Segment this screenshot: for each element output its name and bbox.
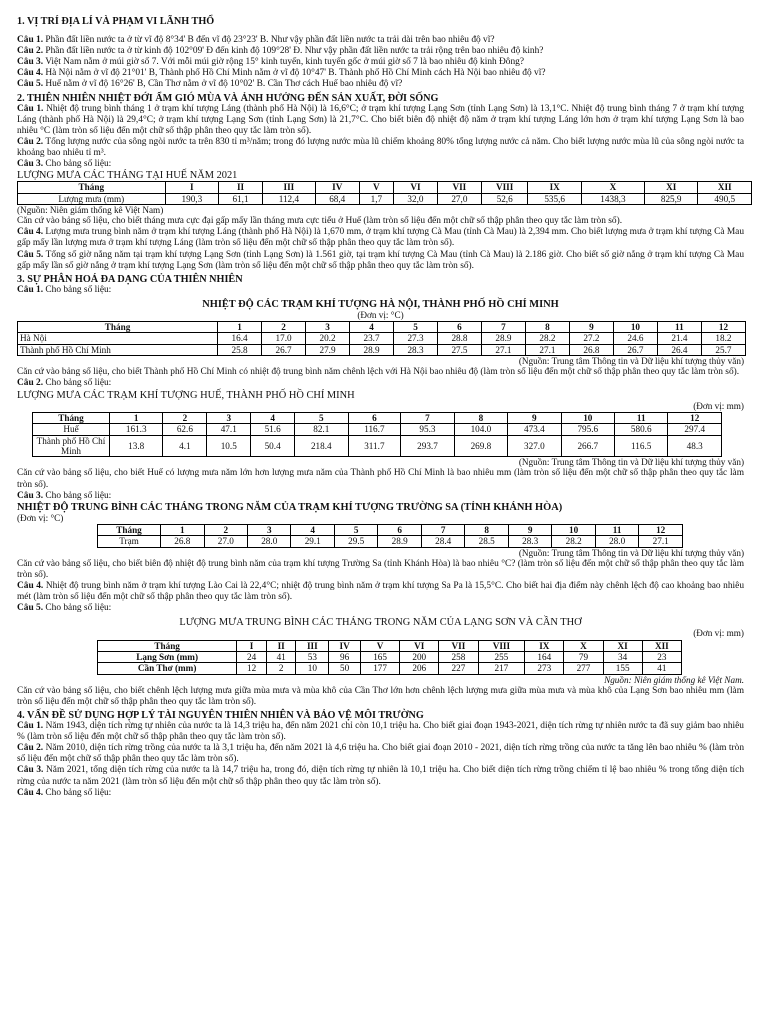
- table-header-cell: X: [564, 640, 603, 651]
- question: Câu 5. Huế nằm ở vĩ độ 16°26' B, Cần Thơ nằm ở vĩ độ 10°02' B. Cần Thơ cách Huế bao nhiêu độ vĩ?: [17, 79, 403, 90]
- table-header-cell: Tháng: [33, 412, 110, 423]
- table-unit: (Đơn vị: °C): [17, 512, 64, 523]
- table-cell: 27.1: [481, 344, 525, 355]
- truong-sa-temperature-table: [97, 524, 683, 548]
- table-cell: 41: [266, 651, 296, 662]
- question-text: Căn cứ vào bảng số liệu, cho biết Huế có lượng mưa năm lớn hơn lượng mưa năm của Thành phố Hồ Chí Minh là bao nhiêu mm (làm tròn số liệu đến một chữ số thập phân theo quy tắc làm tròn số).: [17, 468, 744, 490]
- table-source: (Nguồn: Trung tâm Thông tin và Dữ liệu khí tượng thủy văn): [518, 547, 744, 558]
- table-unit: (Đơn vị: mm): [693, 628, 744, 639]
- table-header-cell: 4: [251, 412, 295, 423]
- table-cell: 269.8: [454, 435, 507, 457]
- table-cell: 27.3: [394, 333, 438, 344]
- table-header-row: [18, 182, 752, 193]
- table-header-cell: 11: [615, 412, 668, 423]
- table-cell: 28.9: [481, 333, 525, 344]
- table-cell: 795.6: [561, 424, 614, 435]
- table-cell: 116.7: [348, 424, 401, 435]
- table-header-cell: II: [219, 182, 263, 193]
- table-row: [98, 536, 683, 547]
- table-cell: 10.5: [207, 435, 251, 457]
- table-title: NHIỆT ĐỘ CÁC TRẠM KHÍ TƯỢNG HÀ NỘI, THÀNH PHỐ HỒ CHÍ MINH: [202, 298, 559, 310]
- table-cell: 24: [237, 651, 267, 662]
- table-cell: 165: [361, 651, 400, 662]
- table-cell: 27.1: [525, 344, 569, 355]
- section-1-title: 1. VỊ TRÍ ĐỊA LÍ VÀ PHẠM VI LÃNH THỔ: [17, 16, 215, 27]
- table-header-cell: Tháng: [98, 640, 237, 651]
- table-cell: 27,0: [437, 193, 481, 204]
- table-cell: 79: [564, 651, 603, 662]
- table-header-row: [18, 322, 746, 333]
- table-header-cell: 12: [701, 322, 745, 333]
- table-header-cell: IV: [329, 640, 361, 651]
- table-cell: 297.4: [668, 424, 722, 435]
- table-cell: 28.4: [421, 536, 464, 547]
- table-cell: 2: [266, 663, 296, 674]
- table-cell: 51.6: [251, 424, 295, 435]
- table-cell: 28.2: [525, 333, 569, 344]
- table-title: LƯỢNG MƯA TRUNG BÌNH CÁC THÁNG TRONG NĂM CỦA LẠNG SƠN VÀ CẦN THƠ: [179, 617, 582, 629]
- table-row: [18, 193, 752, 204]
- row-label: Lạng Sơn (mm): [98, 651, 237, 662]
- table-cell: 50.4: [251, 435, 295, 457]
- table-cell: 47.1: [207, 424, 251, 435]
- table-cell: 61,1: [219, 193, 263, 204]
- section-3-title: 3. SỰ PHÂN HOÁ ĐA DẠNG CỦA THIÊN NHIÊN: [17, 273, 243, 285]
- table-header-cell: V: [359, 182, 393, 193]
- temperature-table: [17, 321, 746, 356]
- table-cell: 26.7: [613, 344, 657, 355]
- table-row: [98, 651, 682, 662]
- question-text: Căn cứ vào bảng số liệu, cho biết biên độ nhiệt độ trung bình năm của trạm khí tượng Trường Sa (tỉnh Khánh Hòa) là bao nhiêu °C? (làm tròn số liệu đến một chữ số thập phân theo quy tắc làm tròn số).: [17, 558, 744, 580]
- question-text: Căn cứ vào bảng số liệu, cho biết Thành phố Hồ Chí Minh có nhiệt độ trung bình năm chênh lệch với Hà Nội bao nhiêu độ (làm tròn số liệu đến một chữ số thập phân theo quy tắc làm tròn số).: [17, 367, 740, 378]
- question: Câu 3. Cho bảng số liệu:: [17, 159, 112, 170]
- table-cell: 10: [296, 663, 329, 674]
- table-header-cell: 6: [348, 412, 401, 423]
- table-cell: 20.2: [306, 333, 350, 344]
- table-header-cell: I: [237, 640, 267, 651]
- table-header-cell: VIII: [481, 182, 528, 193]
- table-header-cell: 1: [218, 322, 262, 333]
- table-header-cell: 2: [163, 412, 207, 423]
- table-header-cell: XI: [603, 640, 642, 651]
- table-cell: 535,6: [528, 193, 581, 204]
- table-cell: 23: [642, 651, 681, 662]
- table-header-cell: Tháng: [18, 322, 218, 333]
- lang-son-can-tho-rainfall-table: [97, 640, 682, 675]
- table-cell: 28.8: [437, 333, 481, 344]
- table-header-cell: 10: [613, 322, 657, 333]
- table-header-cell: V: [361, 640, 400, 651]
- question: Câu 3. Việt Nam nằm ở múi giờ số 7. Với mỗi múi giờ rộng 15° kinh tuyến, kinh tuyến gốc ở múi giờ số 7 là bao nhiêu độ kinh Đông?: [17, 57, 525, 68]
- row-label: Lượng mưa (mm): [18, 193, 166, 204]
- table-cell: 16.4: [218, 333, 262, 344]
- table-header-cell: 6: [378, 524, 421, 535]
- table-cell: 28.2: [552, 536, 595, 547]
- table-cell: 104.0: [454, 424, 507, 435]
- table-header-cell: 3: [248, 524, 291, 535]
- table-cell: 825,9: [644, 193, 697, 204]
- table-cell: 34: [603, 651, 642, 662]
- table-header-cell: 9: [508, 524, 551, 535]
- question: Câu 1. Phần đất liền nước ta ở từ vĩ độ 8°34' B đến vĩ độ 23°23' B. Như vậy phần đất liền nước ta trải dài trên bao nhiêu độ vĩ?: [17, 35, 495, 46]
- table-header-cell: 4: [350, 322, 394, 333]
- table-cell: 1438,3: [581, 193, 644, 204]
- row-label: Thành phố Hồ Chí Minh: [33, 435, 110, 457]
- table-header-cell: VIII: [478, 640, 525, 651]
- table-header-cell: 1: [161, 524, 204, 535]
- table-cell: 17.0: [262, 333, 306, 344]
- table-cell: 28.9: [350, 344, 394, 355]
- table-cell: 48.3: [668, 435, 722, 457]
- table-header-cell: X: [581, 182, 644, 193]
- table-cell: 28.3: [508, 536, 551, 547]
- table-header-cell: 9: [508, 412, 561, 423]
- table-header-cell: IX: [525, 640, 564, 651]
- rainfall-table: [32, 412, 722, 458]
- question: Câu 4. Nhiệt độ trung bình năm ở trạm khí tượng Lào Cai là 22,4°C; nhiệt độ trung bình năm ở trạm khí tượng Sa Pa là 15,5°C. Cho biết hai địa điểm này chênh lệch độ cao khoảng bao nhiêu mét (làm tròn số liệu đến một chữ số thập phân theo quy tắc làm tròn số).: [17, 581, 745, 603]
- table-header-cell: 2: [262, 322, 306, 333]
- table-cell: 18.2: [701, 333, 745, 344]
- table-cell: 190,3: [165, 193, 218, 204]
- table-header-cell: 5: [394, 322, 438, 333]
- table-cell: 112,4: [262, 193, 315, 204]
- table-cell: 266.7: [561, 435, 614, 457]
- table-title: NHIỆT ĐỘ TRUNG BÌNH CÁC THÁNG TRONG NĂM CỦA TRẠM KHÍ TƯỢNG TRƯỜNG SA (TỈNH KHÁNH HÒA): [17, 501, 563, 513]
- table-cell: 217: [478, 663, 525, 674]
- table-header-cell: 11: [595, 524, 638, 535]
- question-text: Căn cứ vào bảng số liệu, cho biết tháng mưa cực đại gấp mấy lần tháng mưa cực tiểu ở Huế (làm tròn số liệu đến một chữ số thập phân theo quy tắc làm tròn số).: [17, 216, 623, 227]
- table-cell: 177: [361, 663, 400, 674]
- table-cell: 27.9: [306, 344, 350, 355]
- table-header-cell: 6: [437, 322, 481, 333]
- table-cell: 473.4: [508, 424, 561, 435]
- section-4-title: 4. VẤN ĐỀ SỬ DỤNG HỢP LÝ TÀI NGUYÊN THIÊN NHIÊN VÀ BẢO VỆ MÔI TRƯỜNG: [17, 710, 424, 721]
- table-cell: 95.3: [401, 424, 454, 435]
- table-header-cell: 10: [552, 524, 595, 535]
- table-header-cell: 4: [291, 524, 334, 535]
- table-header-cell: Tháng: [98, 524, 161, 535]
- table-cell: 28.0: [595, 536, 638, 547]
- table-header-cell: 12: [639, 524, 683, 535]
- table-cell: 13.8: [110, 435, 163, 457]
- table-header-cell: XI: [644, 182, 697, 193]
- table-header-cell: 10: [561, 412, 614, 423]
- table-cell: 255: [478, 651, 525, 662]
- question: Câu 4. Cho bảng số liệu:: [17, 787, 112, 798]
- row-label: Hà Nội: [18, 333, 218, 344]
- table-header-cell: 11: [657, 322, 701, 333]
- table-cell: 29.1: [291, 536, 334, 547]
- question: Câu 2. Cho bảng số liệu:: [17, 378, 112, 389]
- question: Câu 3. Năm 2021, tổng diện tích rừng của nước ta là 14,7 triệu ha, trong đó, diện tích rừng tự nhiên là 10,1 triệu ha. Cho biết diện tích rừng trồng chiếm tỉ lệ bao nhiêu % trong tổng diện tích rừng của nước ta năm 2021 (làm tròn số liệu đến một chữ số thập phân theo quy tắc làm tròn số).: [17, 765, 745, 787]
- table-cell: 293.7: [401, 435, 454, 457]
- table-cell: 206: [400, 663, 439, 674]
- table-header-row: [33, 412, 722, 423]
- table-header-cell: I: [165, 182, 218, 193]
- table-cell: 1,7: [359, 193, 393, 204]
- table-row: [18, 344, 746, 355]
- table-header-cell: 7: [481, 322, 525, 333]
- table-cell: 200: [400, 651, 439, 662]
- table-cell: 27.2: [569, 333, 613, 344]
- table-cell: 490,5: [698, 193, 752, 204]
- table-source: Nguồn: Niên giám thống kê Việt Nam.: [604, 674, 744, 685]
- table-header-cell: II: [266, 640, 296, 651]
- table-header-cell: XII: [698, 182, 752, 193]
- question: Câu 4. Hà Nội nằm ở vĩ độ 21°01' B, Thành phố Hồ Chí Minh nằm ở vĩ độ 10°47' B. Thành phố Hồ Chí Minh cách Hà Nội bao nhiêu độ vĩ?: [17, 68, 546, 79]
- table-cell: 26.8: [161, 536, 204, 547]
- table-cell: 62.6: [163, 424, 207, 435]
- table-header-cell: IV: [315, 182, 359, 193]
- table-header-cell: VI: [400, 640, 439, 651]
- table-header-cell: VII: [437, 182, 481, 193]
- table-header-cell: Tháng: [18, 182, 166, 193]
- table-cell: 96: [329, 651, 361, 662]
- table-row: [98, 663, 682, 674]
- table-header-cell: 8: [454, 412, 507, 423]
- table-header-cell: 8: [525, 322, 569, 333]
- table-header-cell: 5: [334, 524, 377, 535]
- table-cell: 82.1: [295, 424, 348, 435]
- table-header-row: [98, 640, 682, 651]
- table-cell: 27.0: [204, 536, 247, 547]
- question: Câu 2. Tổng lượng nước của sông ngòi nước ta trên 830 tỉ m³/năm; trong đó lượng nước mùa lũ chiếm khoảng 80% tổng lượng nước cả năm. Cho biết lượng nước mùa lũ của sông ngòi nước ta khoảng bao nhiêu tỉ m³.: [17, 136, 744, 159]
- table-cell: 21.4: [657, 333, 701, 344]
- table-unit: (Đơn vị: mm): [693, 400, 744, 411]
- table-cell: 12: [237, 663, 267, 674]
- table-source: (Nguồn: Trung tâm Thông tin và Dữ liệu khí tượng thủy văn): [518, 356, 744, 367]
- table-header-cell: 7: [421, 524, 464, 535]
- table-header-cell: 9: [569, 322, 613, 333]
- table-source: (Nguồn: Trung tâm Thông tin và Dữ liệu khí tượng thủy văn): [518, 457, 744, 468]
- table-cell: 155: [603, 663, 642, 674]
- table-cell: 277: [564, 663, 603, 674]
- question-text: Căn cứ vào bảng số liệu, cho biết chênh lệch lượng mưa giữa mùa mưa và mùa khô của Cần Thơ lớn hơn chênh lệch lượng mưa giữa mùa mưa và mùa khô của Lạng Sơn bao nhiêu mm (làm tròn số liệu đến một chữ số thập phân theo quy tắc làm tròn số).: [17, 685, 744, 707]
- table-cell: 580.6: [615, 424, 668, 435]
- table-source: (Nguồn: Niên giám thống kê Việt Nam): [17, 205, 164, 216]
- table-cell: 24.6: [613, 333, 657, 344]
- table-header-cell: VI: [394, 182, 438, 193]
- question: Câu 5. Cho bảng số liệu:: [17, 603, 112, 614]
- table-header-cell: III: [296, 640, 329, 651]
- table-cell: 27.5: [437, 344, 481, 355]
- table-cell: 327.0: [508, 435, 561, 457]
- table-header-cell: III: [262, 182, 315, 193]
- table-cell: 41: [642, 663, 681, 674]
- table-cell: 32,0: [394, 193, 438, 204]
- question: Câu 1. Cho bảng số liệu:: [17, 284, 112, 295]
- table-row: [33, 424, 722, 435]
- table-header-cell: 5: [295, 412, 348, 423]
- table-cell: 26.4: [657, 344, 701, 355]
- table-header-cell: XII: [642, 640, 681, 651]
- table-cell: 116.5: [615, 435, 668, 457]
- table-title: LƯỢNG MƯA CÁC TRẠM KHÍ TƯỢNG HUẾ, THÀNH PHỐ HỒ CHÍ MINH: [17, 389, 355, 401]
- table-header-cell: 7: [401, 412, 454, 423]
- table-cell: 53: [296, 651, 329, 662]
- question: Câu 3. Cho bảng số liệu:: [17, 490, 112, 501]
- table-header-cell: 2: [204, 524, 247, 535]
- table-cell: 28.5: [465, 536, 508, 547]
- question: Câu 5. Tổng số giờ nắng năm tại trạm khí tượng Lạng Sơn (tỉnh Lạng Sơn) là 1.561 giờ, tại trạm khí tượng Cà Mau (tỉnh Cà Mau) là 2.186 giờ. Cho biết số giờ nắng ở trạm khí tượng Cà Mau gấp mấy lần số giờ nắng ở trạm khí tượng Lạng Sơn (làm tròn số liệu đến một chữ số thập phân theo quy tắc làm tròn số).: [17, 249, 744, 271]
- row-label: Huế: [33, 424, 110, 435]
- row-label: Trạm: [98, 536, 161, 547]
- table-header-cell: 3: [207, 412, 251, 423]
- question: Câu 1. Nhiệt độ trung bình tháng 1 ở trạm khí tượng Láng (thành phố Hà Nội) là 16,6°C; ở trạm khí tượng Lạng Sơn (tỉnh Lạng Sơn) là 13,1°C. Nhiệt độ trung bình tháng 7 ở trạm khí tượng Láng (thành phố Hà Nội) là 29,4°C; ở trạm khí tượng Lạng Sơn (tỉnh Lạng Sơn) là 21,7°C. Cho biết biên độ nhiệt độ năm ở trạm khí tượng Láng lớn hơn ở trạm khí tượng Lạng Sơn là bao nhiêu °C (làm tròn số liệu đến một chữ số thập phân theo quy tắc làm tròn số).: [17, 103, 744, 136]
- table-cell: 4.1: [163, 435, 207, 457]
- section-1-questions: [17, 35, 744, 90]
- question: Câu 1. Năm 1943, diện tích rừng tự nhiên của nước ta là 14,3 triệu ha, đến năm 2021 chỉ còn 10,1 triệu ha. Cho biết giai đoạn 1943-2021, diện tích rừng tự nhiên nước ta đã suy giảm bao nhiêu % (làm tròn số liệu đến một chữ số thập phân theo quy tắc làm tròn số).: [17, 721, 744, 743]
- table-cell: 68,4: [315, 193, 359, 204]
- table-header-cell: VII: [439, 640, 478, 651]
- table-row: [18, 333, 746, 344]
- question: Câu 2. Năm 2010, diện tích rừng trồng của nước ta là 3,1 triệu ha, đến năm 2021 là 4,6 triệu ha. Cho biết giai đoạn 2010 - 2021, diện tích rừng trồng của nước ta tăng lên bao nhiêu % (làm tròn số liệu đến một chữ số thập phân theo quy tắc làm tròn số).: [17, 743, 745, 765]
- table-header-cell: 1: [110, 412, 163, 423]
- table-cell: 161.3: [110, 424, 163, 435]
- table-cell: 25.8: [218, 344, 262, 355]
- table-cell: 258: [439, 651, 478, 662]
- table-cell: 227: [439, 663, 478, 674]
- table-header-row: [98, 524, 683, 535]
- table-header-cell: 8: [465, 524, 508, 535]
- table-cell: 164: [525, 651, 564, 662]
- table-row: [33, 435, 722, 457]
- table-header-cell: 3: [306, 322, 350, 333]
- table-cell: 26.8: [569, 344, 613, 355]
- table-cell: 273: [525, 663, 564, 674]
- hue-rainfall-table: [17, 181, 752, 205]
- question: Câu 2. Phần đất liền nước ta ở từ kinh độ 102°09' Đ đến kinh độ 109°28' Đ. Như vậy phần đất liền nước ta trải rộng trên bao nhiêu độ kinh?: [17, 46, 544, 57]
- table-cell: 23.7: [350, 333, 394, 344]
- question: Câu 4. Lượng mưa trung bình năm ở trạm khí tượng Láng (thành phố Hà Nội) là 1,670 mm, ở trạm khí tượng Cà Mau (tỉnh Cà Mau) là 2,394 mm. Cho biết lượng mưa ở trạm khí tượng Cà Mau gấp mấy lần lượng mưa ở trạm khí tượng Láng (làm tròn số liệu đến một chữ số thập phân theo quy tắc làm tròn số).: [17, 227, 745, 249]
- table-header-cell: IX: [528, 182, 581, 193]
- table-cell: 28.0: [248, 536, 291, 547]
- section-2-title: 2. THIÊN NHIÊN NHIỆT ĐỚI ẨM GIÓ MÙA VÀ ẢNH HƯỞNG ĐẾN SẢN XUẤT, ĐỜI SỐNG: [17, 92, 439, 104]
- table-cell: 29.5: [334, 536, 377, 547]
- table-cell: 50: [329, 663, 361, 674]
- table-cell: 28.3: [394, 344, 438, 355]
- table-header-cell: 12: [668, 412, 722, 423]
- table-cell: 27.1: [639, 536, 683, 547]
- table-cell: 52,6: [481, 193, 528, 204]
- table-title: LƯỢNG MƯA CÁC THÁNG TẠI HUẾ NĂM 2021: [17, 170, 238, 182]
- row-label: Cần Thơ (mm): [98, 663, 237, 674]
- row-label: Thành phố Hồ Chí Minh: [18, 344, 218, 355]
- table-unit: (Đơn vị: °C): [357, 309, 404, 320]
- table-cell: 311.7: [348, 435, 401, 457]
- table-cell: 28.9: [378, 536, 421, 547]
- table-cell: 26.7: [262, 344, 306, 355]
- table-cell: 25.7: [701, 344, 745, 355]
- table-cell: 218.4: [295, 435, 348, 457]
